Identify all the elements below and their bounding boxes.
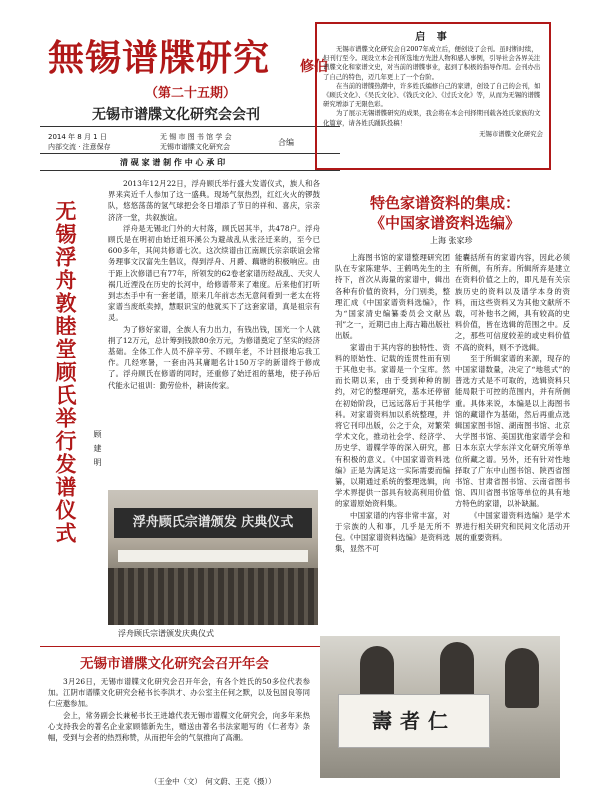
article1-paragraph: 2013年12月22日，浮舟顾氏举行盛大发谱仪式，族人和各界来宾近千人参加了这一盛典。现场气氛热烈，红红火火的锣鼓队，悠悠荡荡的氢气球把会冬日增添了节日的祥和、喜庆，宗亲济济一堂，共叙族谊。 xyxy=(108,179,320,222)
article2-paragraph: 能囊括所有的家谱内容，因此必须有所侧，有所弃。所辑所弃是建立在资料价值之上的，即凡是有关宗族历史的资料以及谱学本身的资料，而这些资料又为其他文献所不载，可补他书之阙，具有较高的史料价值，皆在选辑的范围之中。反之，那些可信度较差的或史料价值不高的资料，则不予选辑。 xyxy=(455,253,570,352)
ceremony-photo-caption: 浮舟顾氏宗谱颁发庆典仪式 xyxy=(118,629,214,638)
masthead-divider-3 xyxy=(40,170,340,171)
masthead-subtitle: 无锡市谱牒文化研究会会刊 xyxy=(92,107,260,123)
ceremony-crowd xyxy=(108,568,318,625)
article2-author: 上海 张家珍 xyxy=(430,236,473,245)
article3-paragraph: 会上，常务副会长兼秘书长王进雄代表无锡市谱牒文化研究会，向多年来热心支持我会的著名企业家顾德新先生，赠送由著名书法家题写的《仁者寿》条幅，受到与会者的热烈称赞，从而把年会的气氛推向了高潮。 xyxy=(48,710,310,743)
article2-paragraph: 《中国家谱资料选编》是学术界进行相关研究和民间文化活动开展的重要资料。 xyxy=(455,510,570,543)
sponsor-line: 清 砚 家 谱 制 作 中 心 承 印 xyxy=(120,158,226,167)
masthead-divider xyxy=(40,126,340,127)
calligraphy-scroll: 壽者仁 xyxy=(338,694,490,748)
person-figure xyxy=(505,648,539,708)
issue-number: （第二十五期） xyxy=(145,86,237,101)
masthead-title: 無锡谱牒研究 xyxy=(48,37,271,79)
notice-paragraph: 在当前的谱牒热潮中，许多姓氏编修自己的家谱，创设了自己的会刊，如《顾氏文化》、《吴氏文化》、《钱氏文化》、《过氏文化》等，从而为无锡的谱牒研究增添了无限色彩。 xyxy=(323,81,541,109)
notice-box xyxy=(315,22,551,170)
ceremony-banner: 浮舟顾氏宗谱颁发 庆典仪式 xyxy=(114,508,312,538)
circulation-note: 内部交流 · 注意保存 xyxy=(48,143,111,151)
notice-heading: 启 事 xyxy=(415,32,451,43)
organizer-tag: 合编 xyxy=(278,138,294,147)
notice-sign: 无锡市谱牒文化研究会 xyxy=(479,129,543,138)
masthead-divider-2 xyxy=(40,153,340,154)
notice-paragraph: 无锡市谱牒文化研究会自2007年成立后，便创设了会刊。虽时断时续，但刊行至今。现设立本会刊所选地方先进人物和感人事例，引导社会各界关注谱牒文化和家谱文史，对当前的谱牒事业，起到了积极的指导作用。会刊办出了自己的特色，迈几年更上了一个台阶。 xyxy=(323,45,541,81)
article1-body xyxy=(108,178,320,391)
ceremony-photo xyxy=(108,490,318,625)
organizers xyxy=(160,132,232,152)
publication-meta xyxy=(48,132,111,152)
article1-paragraph: 为了修好家谱，全族人有力出力，有钱出钱，国光一个人就捐了12万元，总计筹到钱款80余万元，为修谱奠定了坚实的经济基础。全体工作人员不辞辛劳、不顾年老，不计回报地忘我工作。几经寒暑，一套由冯其庸题名计150万字的新谱终于修成了。浮舟顾氏在修谱的同时，还重修了始迁祖的墓地，使子孙后代能永记祖训：勤劳俭朴，耕读传家。 xyxy=(108,324,320,390)
organizer-1: 无 锡 市 图 书 馆 学 会 xyxy=(160,133,232,141)
article2-title-line1: 特色家谱资料的集成： xyxy=(369,194,520,212)
publication-date: 2014 年 8 月 1 日 xyxy=(48,133,107,141)
masthead-signature: 修伯 xyxy=(300,59,328,75)
article2-column-2 xyxy=(455,252,570,543)
calligraphy-photo xyxy=(320,636,560,778)
article2-paragraph: 至于所辑家谱的来源，现存的中国家谱数量，决定了“地毯式”的普选方式是不可取的，选辑资料只能局限于可控的范围内，并有所侧重。具体来说，本编是以上海图书馆的藏谱作为基础，然后再重点选辑国家图书馆、湖南图书馆、北京大学图书馆、美国犹他家谱学会和日本东京大学东洋文化研究所等单位所藏之谱。另外，还有针对性地择取了广东中山图书馆、陕西省图书馆、甘肃省图书馆、云南省图书馆、四川省图书馆等单位的具有地方特色的家谱，以补缺漏。 xyxy=(455,353,570,509)
article2-paragraph: 上海图书馆的家谱整理研究团队在专家陈建华、王鹤鸣先生的主持下，首次从海量的家谱中，辑出各种有价值的资料，分门别类，整理汇成《中国家谱资料选编》，作为“国家清史编纂委员会文献丛刊”之一，近期已由上海古籍出版社出版。 xyxy=(335,253,450,341)
article2-column-1 xyxy=(335,252,450,554)
organizer-2: 无锡市谱牒文化研究会 xyxy=(160,143,230,151)
article1-paragraph: 浮舟是无锡北门外的大村落，顾氏居其半，共478户。浮舟顾氏是在明初由始迁祖环溪公为避战乱从张泾迁来的，至今已600多年，其间共修谱七次。这次续谱由江南顾氏宗亲联谊会常务理事文汉富先生倡议，得到浮舟、月爵、藕塘的积极响应。由于距上次修谱已有77年，所领发的62卷老家谱历经战乱、天灾人祸几近湮没在历史的长河中，给修谱带来了难度。后来他们打听到志杰手中有一套老谱，原来几年前志杰无意间看到一老太在将家谱当废纸卖掉，慧眼识宝的他就买下了这套家谱，真是祖宗有灵。 xyxy=(108,223,320,323)
article3-paragraph: 3月26日，无锡市谱牒文化研究会召开年会，有各个姓氏的50多位代表参加。江阴市谱牒文化研究会秘书长李洪才、办公室主任何之默，以及包国良等同仁应邀参加。 xyxy=(48,677,310,709)
article1-title: 无锡浮舟敦睦堂顾氏举行发谱仪式 xyxy=(53,200,78,545)
article3-title: 无锡市谱牒文化研究会召开年会 xyxy=(80,656,269,672)
person-figure xyxy=(440,642,474,702)
article1-author: 顾建明 xyxy=(93,430,102,472)
ceremony-table xyxy=(118,550,308,562)
article2-paragraph: 中国家谱的内容非常丰富，对于宗族的人和事，几乎是无所不包。《中国家谱资料选编》是资料选集，显然不可 xyxy=(335,510,450,554)
article2-paragraph: 家谱由于其内容的独特性、资料的原始性、记载的连贯性而有别于其他史书。家谱是一个宝库。然而长期以来，由于受到种种的制约，对它的整理研究，基本还停留在初始阶段，已远远落后于其他学科。对家谱资料加以系统整理，并将它刊印出版，公之于众，对繁荣学术文化，推动社会学、经济学、历史学、谱牒学等的深入研究，都有积极的意义。《中国家谱资料选编》正是为满足这一实际需要而编纂，以期通过系统的整理选辑，向学术界提供一部具有较高利用价值的家谱原始资料集。 xyxy=(335,342,450,509)
article2-title-line2: 《中国家谱资料选编》 xyxy=(369,214,520,232)
article3-credit: （王金中（文） 何文蔚、王克（摄）） xyxy=(150,777,276,786)
notice-paragraph: 为了展示无锡谱牒研究的成果，我会将在本会刊择期刊载各姓氏家族的文化篇章，请各姓氏踊跃投稿！ xyxy=(323,109,541,127)
article3-body xyxy=(48,676,310,743)
